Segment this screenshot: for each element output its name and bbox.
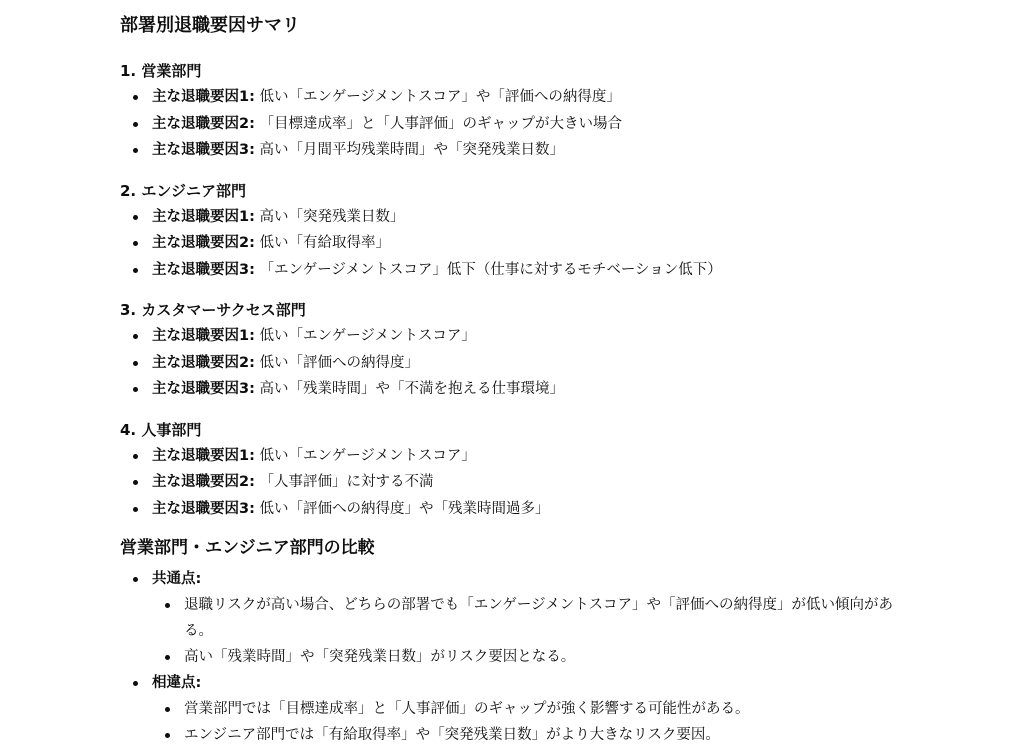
- comparison-list: [120, 566, 900, 748]
- factor-label: 主な退職要因3:: [152, 142, 255, 158]
- factor-item: [120, 376, 900, 403]
- factor-text: 高い「突発残業日数」: [254, 208, 405, 225]
- comparison-item: [152, 722, 916, 748]
- factor-text: 「エンゲージメントスコア」低下（仕事に対するモチベーション低下）: [254, 261, 722, 278]
- bullet-icon: [133, 148, 138, 153]
- factor-text: 低い「エンゲージメントスコア」: [254, 328, 476, 344]
- factor-label: 主な退職要因2:: [152, 115, 255, 132]
- comparison-label: 相違点:: [152, 675, 202, 691]
- department-section: [120, 60, 900, 164]
- factor-label: 主な退職要因2:: [152, 354, 255, 371]
- comparison-sub-list: [152, 592, 900, 670]
- comparison-sub-list: [152, 696, 900, 748]
- factor-list: [120, 204, 900, 284]
- bullet-icon: [133, 95, 138, 100]
- factor-label: 主な退職要因1:: [152, 208, 255, 225]
- factor-item: [120, 496, 900, 523]
- bullet-icon: [133, 215, 138, 220]
- bullet-icon: [133, 480, 138, 485]
- factor-item: [120, 84, 900, 111]
- bullet-icon: [133, 577, 138, 582]
- factor-label: 主な退職要因3:: [152, 261, 255, 278]
- comparison-item: [152, 592, 916, 644]
- department-section: [120, 419, 900, 523]
- factor-item: [120, 230, 900, 257]
- factor-text: 高い「残業時間」や「不満を抱える仕事環境」: [254, 381, 564, 397]
- factor-text: 低い「エンゲージメントスコア」: [254, 447, 476, 464]
- comparison-group: [120, 670, 900, 748]
- factor-label: 主な退職要因2:: [152, 474, 255, 490]
- factor-item: [120, 443, 900, 470]
- factor-text: 高い「月間平均残業時間」や「突発残業日数」: [254, 142, 564, 158]
- comparison-item-text: 退職リスクが高い場合、どちらの部署でも「エンゲージメントスコア」や「評価への納得度」が低い傾向がある。: [184, 597, 894, 639]
- factor-label: 主な退職要因1:: [152, 447, 255, 464]
- department-heading: 2. エンジニア部門: [120, 181, 246, 200]
- factor-label: 主な退職要因1:: [152, 328, 255, 344]
- bullet-icon: [133, 241, 138, 246]
- factor-item: [120, 350, 900, 377]
- factor-item: [120, 323, 900, 350]
- bullet-icon: [165, 655, 170, 660]
- bullet-icon: [133, 454, 138, 459]
- comparison-item: [152, 644, 916, 670]
- factor-list: [120, 323, 900, 403]
- factor-label: 主な退職要因3:: [152, 500, 255, 517]
- bullet-icon: [133, 122, 138, 127]
- comparison-group: [120, 566, 900, 670]
- bullet-icon: [165, 707, 170, 712]
- factor-item: [120, 257, 900, 284]
- bullet-icon: [133, 334, 138, 339]
- factor-label: 主な退職要因2:: [152, 235, 255, 251]
- factor-text: 低い「エンゲージメントスコア」や「評価への納得度」: [254, 89, 621, 105]
- bullet-icon: [133, 361, 138, 366]
- factor-label: 主な退職要因1:: [152, 89, 255, 105]
- bullet-icon: [165, 733, 170, 738]
- bullet-icon: [133, 681, 138, 686]
- comparison-label: 共通点:: [152, 571, 202, 587]
- bullet-icon: [133, 507, 138, 512]
- comparison-title: 営業部門・エンジニア部門の比較: [120, 538, 375, 558]
- department-heading: 4. 人事部門: [120, 420, 202, 439]
- factor-item: [120, 204, 900, 231]
- factor-text: 「人事評価」に対する不満: [254, 474, 434, 490]
- factor-item: [120, 469, 900, 496]
- factor-text: 低い「評価への納得度」: [254, 354, 419, 371]
- department-heading: 3. カスタマーサクセス部門: [120, 301, 306, 319]
- bullet-icon: [133, 268, 138, 273]
- comparison-item: [152, 696, 916, 722]
- department-heading: 1. 営業部門: [120, 62, 202, 80]
- factor-list: [120, 443, 900, 523]
- factor-text: 低い「評価への納得度」や「残業時間過多」: [254, 500, 550, 517]
- bullet-icon: [165, 603, 170, 608]
- factor-item: [120, 137, 900, 164]
- department-section: [120, 299, 900, 403]
- factor-item: [120, 111, 900, 138]
- department-section: [120, 180, 900, 284]
- factor-list: [120, 84, 900, 164]
- page-title: 部署別退職要因サマリ: [120, 15, 300, 36]
- comparison-item-text: 営業部門では「目標達成率」と「人事評価」のギャップが強く影響する可能性がある。: [184, 701, 750, 717]
- factor-label: 主な退職要因3:: [152, 381, 255, 397]
- factor-text: 低い「有給取得率」: [254, 235, 390, 251]
- comparison-item-text: 高い「残業時間」や「突発残業日数」がリスク要因となる。: [184, 649, 576, 665]
- bullet-icon: [133, 387, 138, 392]
- comparison-item-text: エンジニア部門では「有給取得率」や「突発残業日数」がより大きなリスク要因。: [184, 727, 720, 743]
- factor-text: 「目標達成率」と「人事評価」のギャップが大きい場合: [254, 115, 622, 132]
